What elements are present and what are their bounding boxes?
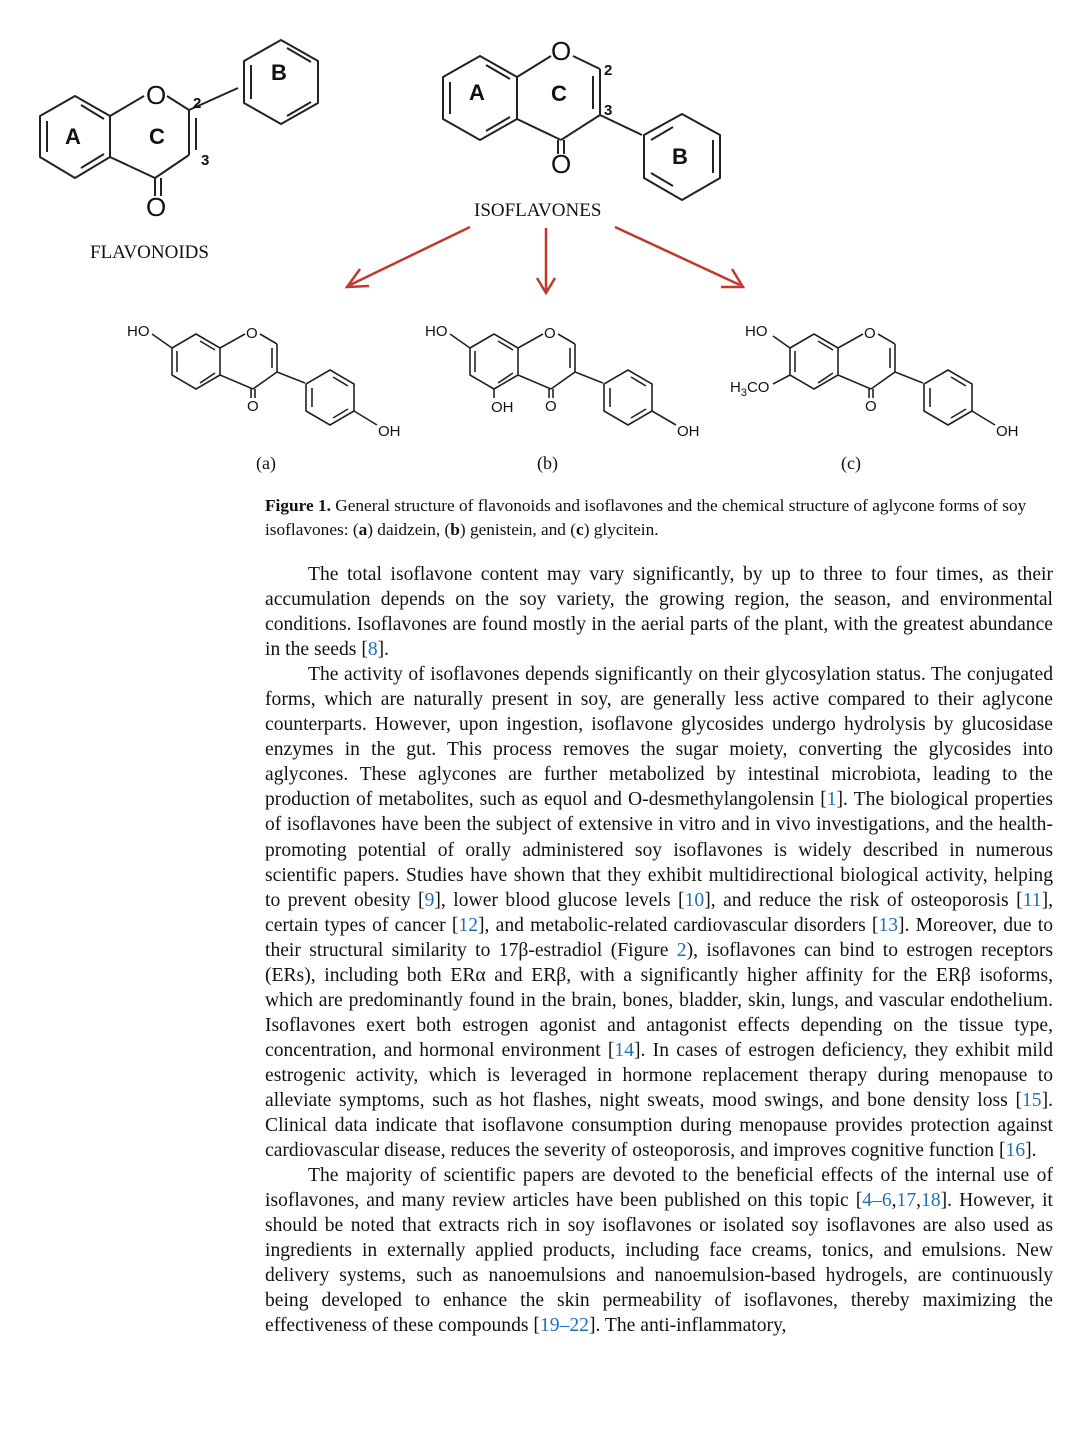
isoflavone-ring-b-label: B — [672, 144, 688, 169]
genistein-structure — [450, 334, 676, 425]
citation-link[interactable]: 18 — [921, 1190, 941, 1212]
flavonoid-oxygen-label: O — [146, 80, 167, 110]
citation-link[interactable]: 17 — [896, 1190, 917, 1212]
isoflavone-carbonyl-oxygen-label: O — [551, 149, 572, 179]
glycitein-structure — [773, 334, 995, 425]
isoflavone-oxygen-label: O — [551, 36, 572, 66]
genistein-oh-label: OH — [677, 423, 700, 440]
citation-link[interactable]: 1 — [826, 789, 837, 811]
panel-b-label: (b) — [537, 453, 558, 473]
citation-link[interactable]: 11 — [1022, 889, 1042, 911]
genistein-ring-oxygen: O — [544, 325, 556, 342]
isoflavone-core-structure — [443, 56, 720, 200]
citation-link[interactable]: 16 — [1005, 1140, 1026, 1162]
citation-link[interactable]: 19–22 — [539, 1315, 589, 1337]
citation-link[interactable]: 13 — [878, 914, 899, 936]
citation-link[interactable]: 4–6 — [862, 1190, 892, 1212]
flavonoid-ring-b-label: B — [271, 60, 287, 85]
flavonoid-carbonyl-oxygen-label: O — [146, 192, 167, 222]
genistein-5-oh-label: OH — [491, 399, 514, 416]
citation-link[interactable]: 10 — [684, 889, 705, 911]
daidzein-ho-label: HO — [127, 323, 150, 340]
isoflavone-ring-c-label: C — [551, 81, 567, 106]
citation-link[interactable]: 9 — [424, 889, 435, 911]
flavonoid-ring-c-label: C — [149, 124, 165, 149]
paragraph: The majority of scientific papers are devoted to the beneficial effects of the internal use of isoflavones, and many review articles have been published on this topic [4–6,17,18]. However, it should be noted that extracts rich in soy isoflavones or isolated soy isoflavones are also used as ingredients in externally applied products, including face creams, tonics, and emulsions. New delivery systems, such as nanoemulsions and nanoemulsion-based hydrogels, are continuously being developed to enhance the skin permeability of isoflavones, thereby maximizing the effectiveness of these compounds [19–22]. The anti-inflammatory, — [265, 1165, 1053, 1337]
paragraph: The total isoflavone content may vary significantly, by up to three to four times, as their accumulation depends on the soy variety, the growing region, the season, and environmental conditions. Isoflavones are found mostly in the aerial parts of the plant, with the greatest abundance in the seeds [8]. — [265, 564, 1053, 661]
isoflavone-ring-a-label: A — [469, 80, 485, 105]
daidzein-oh-label: OH — [378, 423, 401, 440]
glycitein-h3co-label: $H_3CO$ — [730, 379, 770, 399]
flavonoid-position-3: 3 — [201, 152, 210, 169]
figure-1-structures — [0, 0, 1080, 480]
arrows-to-aglycones — [347, 227, 743, 293]
figure-caption: Figure 1. General structure of flavonoids and isoflavones and the chemical structure of aglycone forms of soy isoflavones: (a) daidzein, (b) genistein, and (c) glycitein. — [265, 496, 1027, 539]
glycitein-carbonyl-oxygen: O — [865, 398, 877, 415]
citation-link[interactable]: 8 — [367, 639, 378, 661]
panel-a-label: (a) — [256, 453, 276, 473]
figure-link[interactable]: 2 — [676, 939, 687, 961]
isoflavone-position-3: 3 — [604, 102, 613, 119]
glycitein-ring-oxygen: O — [864, 325, 876, 342]
daidzein-structure — [152, 334, 377, 425]
isoflavones-title: ISOFLAVONES — [474, 200, 602, 221]
genistein-ho-label: HO — [425, 323, 448, 340]
citation-link[interactable]: 15 — [1021, 1089, 1042, 1111]
glycitein-oh-label: OH — [996, 423, 1019, 440]
body-text — [265, 562, 1053, 1338]
flavonoid-ring-a-label: A — [65, 124, 81, 149]
paragraph: The activity of isoflavones depends significantly on their glycosylation status. The conjugated forms, which are naturally present in soy, are generally less active compared to their aglycone counterparts. However, upon ingestion, isoflavone glycosides undergo hydrolysis by glucosidase enzymes in the gut. This process removes the sugar moiety, converting the glycosides into aglycones. These aglycones are further metabolized by intestinal microbiota, leading to the production of metabolites, such as equol and O-desmethylangolensin [1]. The biological properties of isoflavones have been the subject of extensive in vitro and in vivo investigations, and the health-promoting potential of orally administered soy isoflavones is widely described in numerous scientific papers. Studies have shown that they exhibit multidirectional biological activity, helping to prevent obesity [9], lower blood glucose levels [10], and reduce the risk of osteoporosis [11], certain types of cancer [12], and metabolic-related cardiovascular disorders [13]. Moreover, due to their structural similarity to 17β-estradiol (Figure 2), isoflavones can bind to estrogen receptors (ERs), including both ERα and ERβ, with a significantly higher affinity for the ERβ isoforms, which are predominantly found in the brain, bones, bladder, skin, lungs, and vascular endothelium. Isoflavones exert both estrogen agonist and antagonist effects depending on the tissue type, concentration, and hormonal environment [14]. In cases of estrogen deficiency, they exhibit mild estrogenic activity, which is leveraged in hormone replacement therapy during menopause to alleviate symptoms, such as hot flashes, night sweats, mood swings, and bone density loss [15]. Clinical data indicate that isoflavone consumption during menopause provides protection against cardiovascular disease, reduces the severity of osteoporosis, and improves cognitive function [16]. — [265, 664, 1053, 1162]
daidzein-ring-oxygen: O — [246, 325, 258, 342]
isoflavone-position-2: 2 — [604, 62, 613, 79]
glycitein-ho-label: HO — [745, 323, 768, 340]
flavonoids-title: FLAVONOIDS — [90, 242, 209, 263]
genistein-carbonyl-oxygen: O — [545, 398, 557, 415]
figure-label: Figure 1. — [265, 496, 331, 515]
citation-link[interactable]: 12 — [458, 914, 479, 936]
citation-link[interactable]: 14 — [614, 1039, 635, 1061]
panel-c-label: (c) — [841, 453, 861, 473]
flavonoid-position-2: 2 — [193, 95, 202, 112]
daidzein-carbonyl-oxygen: O — [247, 398, 259, 415]
